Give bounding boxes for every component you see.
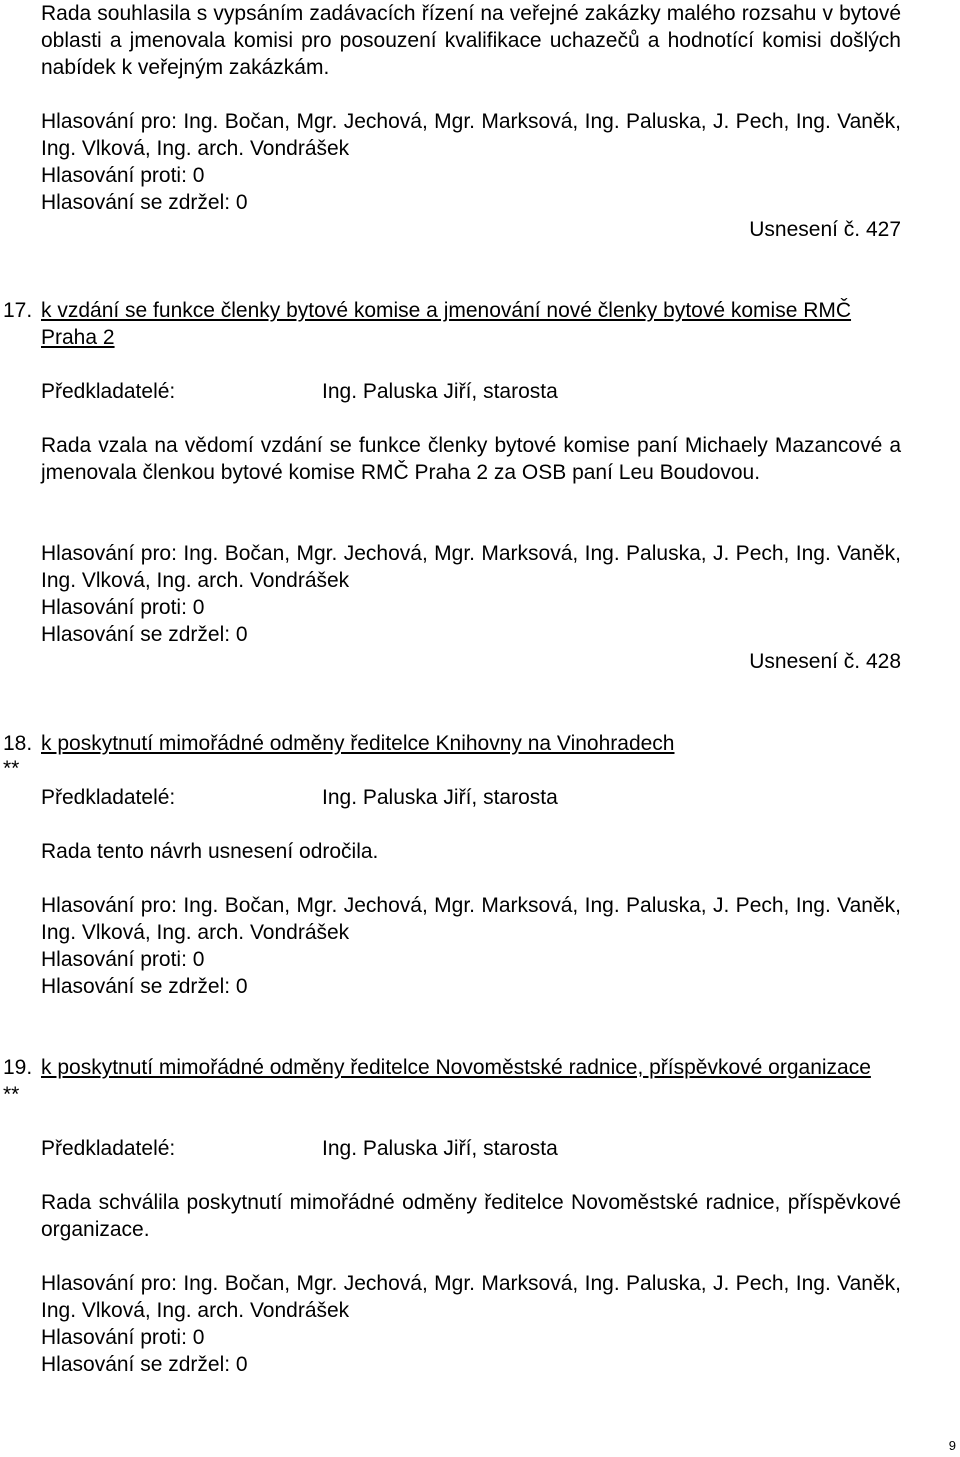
item-title: k poskytnutí mimořádné odměny ředitelce Novoměstské radnice, příspěvkové organizace — [41, 1056, 871, 1079]
decision-text: Rada schválila poskytnutí mimořádné odměny ředitelce Novoměstské radnice, příspěvkové organizace. — [41, 1191, 901, 1241]
vote-for: Hlasování pro: Ing. Bočan, Mgr. Jechová, Mgr. Marksová, Ing. Paluska, J. Pech, Ing. Vaněk, Ing. Vlková, Ing. arch. Vondrášek — [41, 1272, 901, 1322]
item-title: k vzdání se funkce členky bytové komise a jmenování nové členky bytové komise RMČ Praha 2 — [41, 299, 852, 349]
item-number: 18. — [3, 732, 33, 755]
item-number: 17. — [3, 299, 33, 322]
item-stars: ** — [3, 1083, 20, 1106]
vote-block — [41, 108, 901, 216]
vote-block — [41, 892, 901, 1000]
resolution-number: Usnesení č. 427 — [749, 218, 901, 241]
page-number: 9 — [948, 1438, 956, 1453]
vote-block — [41, 540, 901, 648]
submitter-label: Předkladatelé: — [41, 1137, 176, 1160]
vote-block — [41, 1270, 901, 1378]
resolution-number: Usnesení č. 428 — [749, 650, 901, 673]
submitter-value: Ing. Paluska Jiří, starosta — [322, 380, 558, 403]
vote-for: Hlasování pro: Ing. Bočan, Mgr. Jechová, Mgr. Marksová, Ing. Paluska, J. Pech, Ing. Vaněk, Ing. Vlková, Ing. arch. Vondrášek — [41, 110, 901, 160]
decision-text: Rada souhlasila s vypsáním zadávacích řízení na veřejné zakázky malého rozsahu v bytové oblasti a jmenovala komisi pro posouzení kvalifikace uchazečů a hodnotící komisi došlých nabídek k veřejným zakázkám. — [41, 2, 901, 79]
vote-against: Hlasování proti: 0 — [41, 596, 205, 619]
vote-against: Hlasování proti: 0 — [41, 164, 205, 187]
vote-abstain: Hlasování se zdržel: 0 — [41, 975, 248, 998]
decision-text: Rada vzala na vědomí vzdání se funkce členky bytové komise paní Michaely Mazancové a jmenovala členkou bytové komise RMČ Praha 2 za OSB paní Leu Boudovou. — [41, 434, 901, 484]
item-title: k poskytnutí mimořádné odměny ředitelce Knihovny na Vinohradech — [41, 732, 675, 755]
submitter-value: Ing. Paluska Jiří, starosta — [322, 1137, 558, 1160]
item-stars: ** — [3, 757, 20, 780]
vote-abstain: Hlasování se zdržel: 0 — [41, 191, 248, 214]
vote-for: Hlasování pro: Ing. Bočan, Mgr. Jechová, Mgr. Marksová, Ing. Paluska, J. Pech, Ing. Vaněk, Ing. Vlková, Ing. arch. Vondrášek — [41, 894, 901, 944]
submitter-label: Předkladatelé: — [41, 380, 176, 403]
item-number: 19. — [3, 1056, 33, 1079]
vote-abstain: Hlasování se zdržel: 0 — [41, 623, 248, 646]
vote-against: Hlasování proti: 0 — [41, 1326, 205, 1349]
submitter-value: Ing. Paluska Jiří, starosta — [322, 786, 558, 809]
decision-text: Rada tento návrh usnesení odročila. — [41, 840, 379, 863]
vote-for: Hlasování pro: Ing. Bočan, Mgr. Jechová, Mgr. Marksová, Ing. Paluska, J. Pech, Ing. Vaněk, Ing. Vlková, Ing. arch. Vondrášek — [41, 542, 901, 592]
vote-abstain: Hlasování se zdržel: 0 — [41, 1353, 248, 1376]
vote-against: Hlasování proti: 0 — [41, 948, 205, 971]
submitter-label: Předkladatelé: — [41, 786, 176, 809]
